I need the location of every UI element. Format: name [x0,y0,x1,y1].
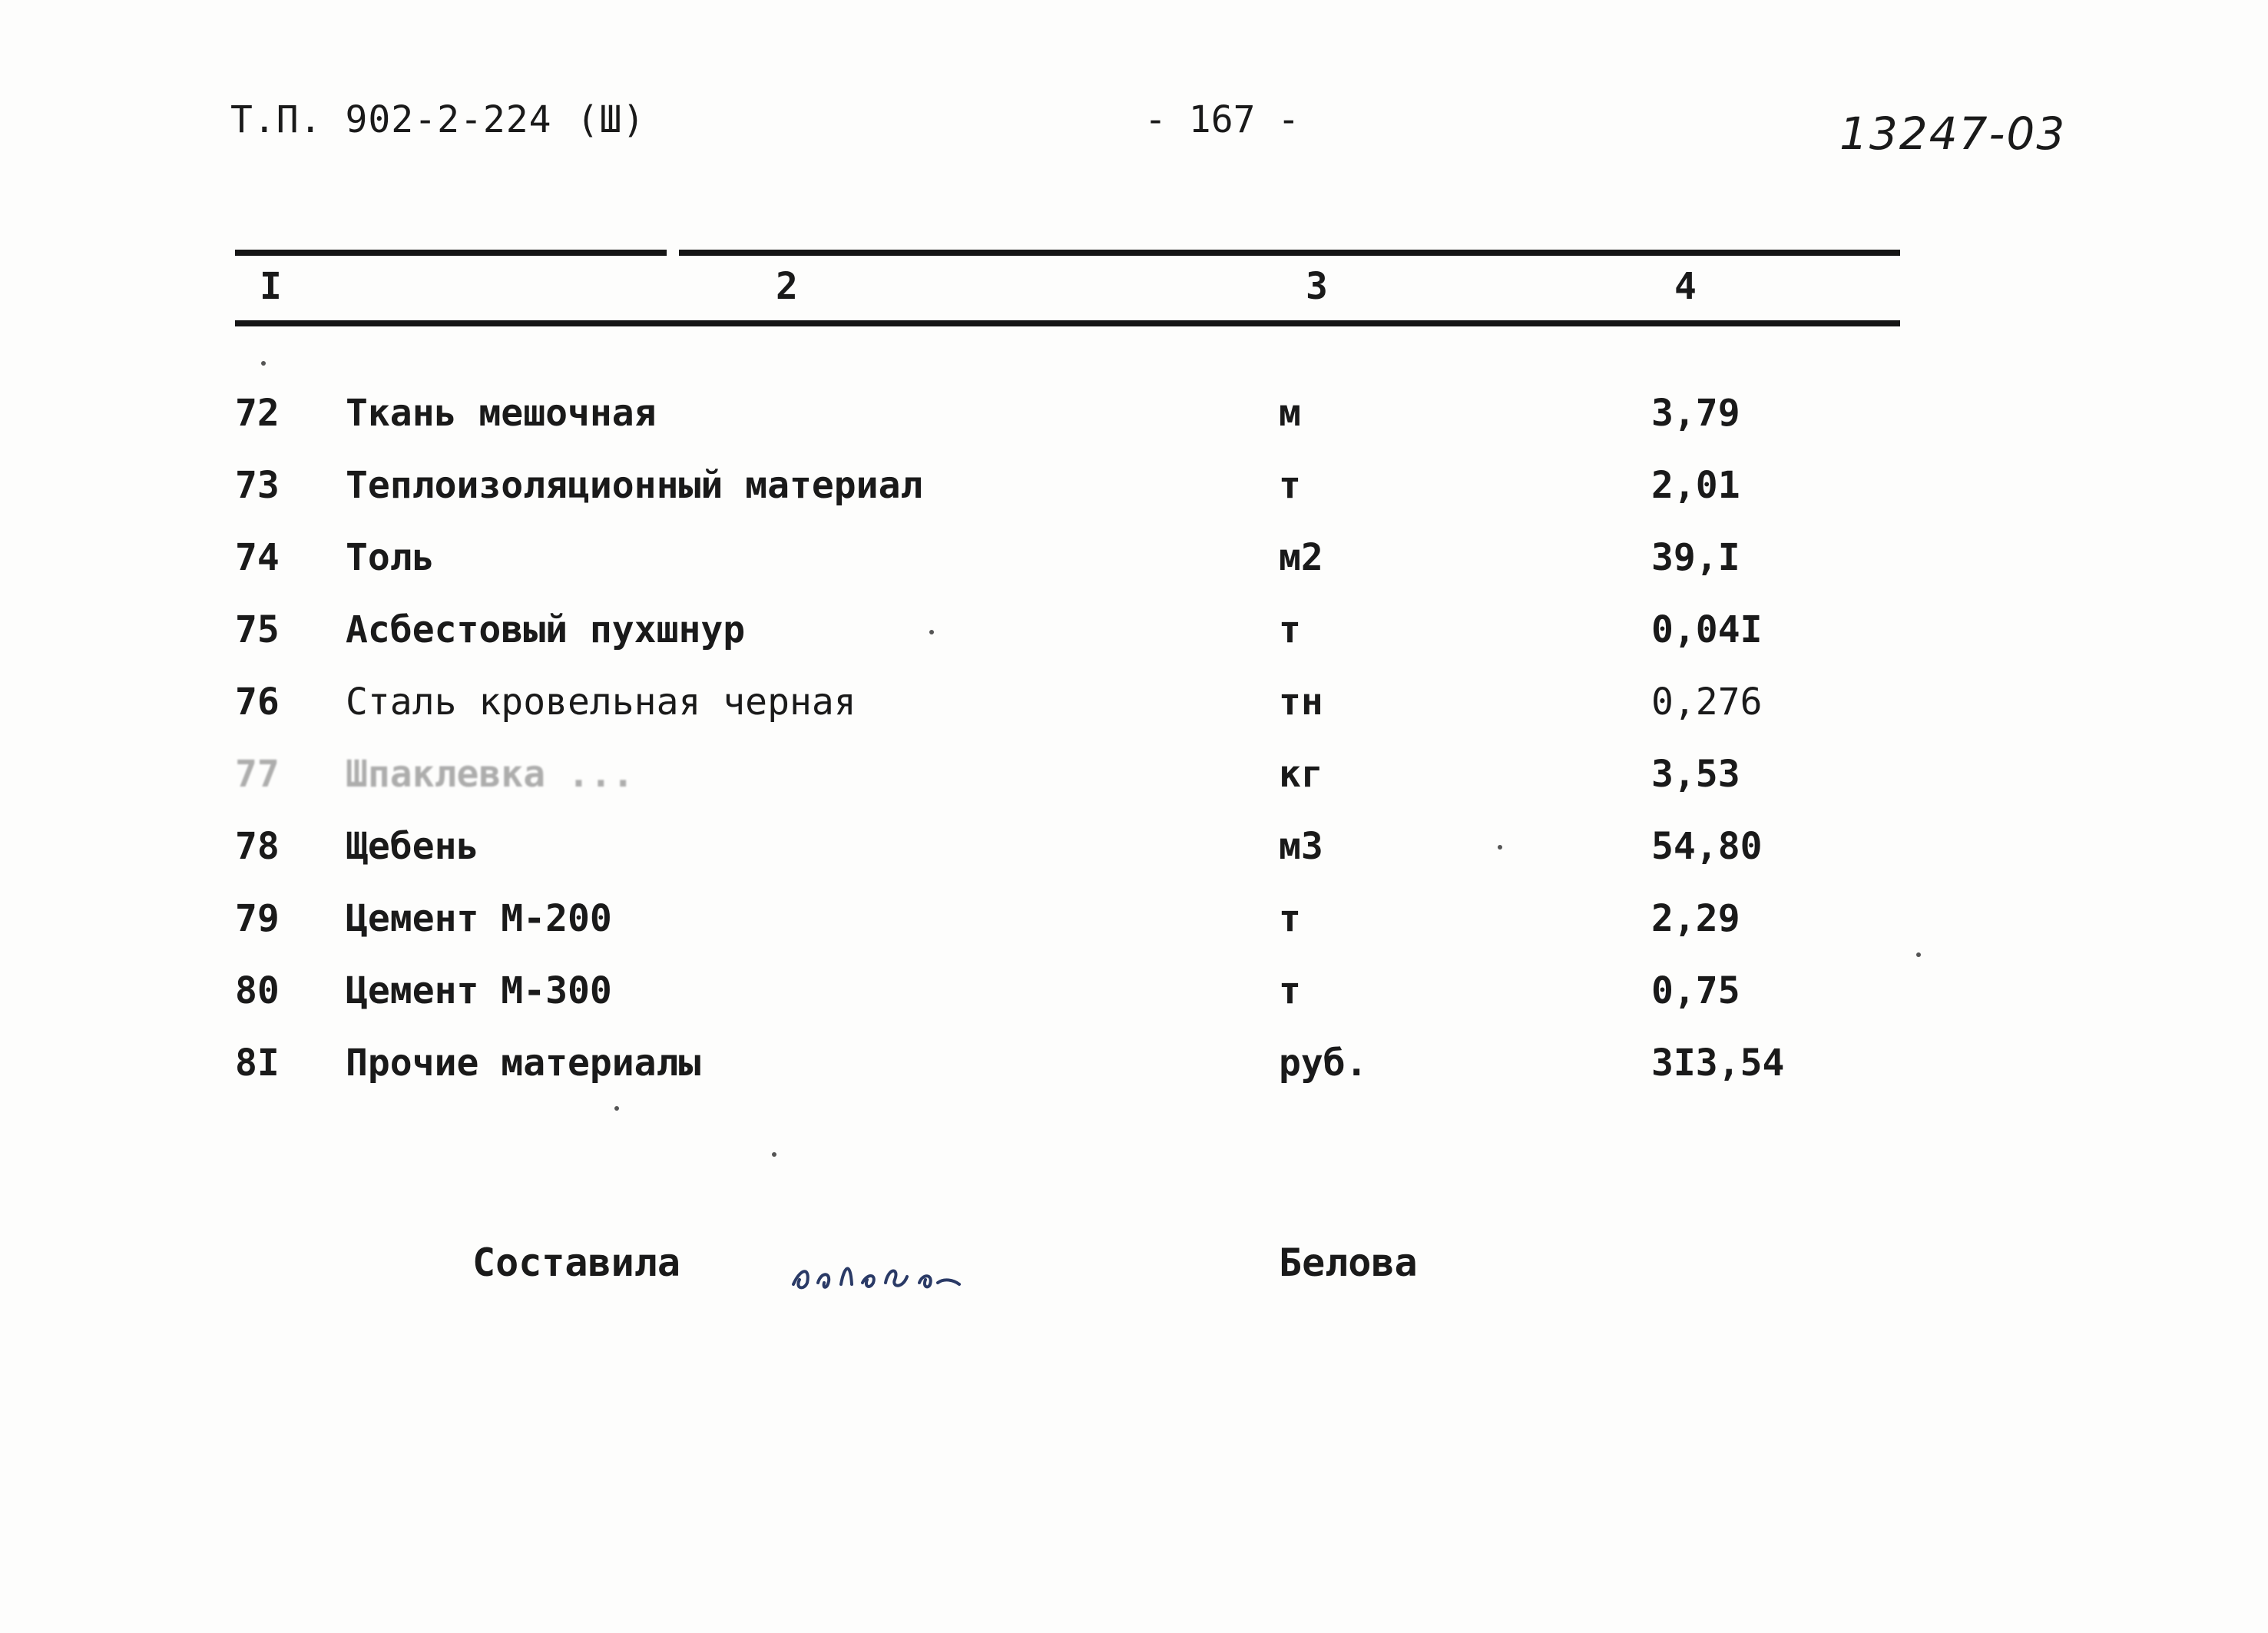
quantity: 0,04I [1651,608,1763,651]
column-number-3: 3 [1306,265,1328,308]
row-number: 78 [235,825,280,868]
archive-number: 13247-03 [1839,108,2067,160]
quantity: 2,01 [1651,464,1740,507]
quantity: 3I3,54 [1651,1042,1785,1085]
table-row [0,825,2268,886]
row-number: 73 [235,464,280,507]
material-name: Толь [346,536,435,579]
scan-speck [261,361,266,366]
table-top-rule-left [235,250,667,256]
quantity: 0,75 [1651,969,1740,1012]
table-row [0,897,2268,959]
table-row [0,464,2268,525]
scan-speck [1916,952,1921,957]
quantity: 3,53 [1651,753,1740,796]
scan-speck [929,630,934,634]
row-number: 75 [235,608,280,651]
column-number-2: 2 [776,265,798,308]
material-name: Цемент М-200 [346,897,612,940]
row-number: 80 [235,969,280,1012]
unit: т [1279,969,1301,1012]
unit: т [1279,464,1301,507]
material-name: Щебень [346,825,479,868]
material-name: Теплоизоляционный материал [346,464,923,507]
row-number: 79 [235,897,280,940]
quantity: 54,80 [1651,825,1763,868]
unit: кг [1279,753,1323,796]
unit: м [1279,392,1301,435]
quantity: 39,I [1651,536,1740,579]
row-number: 77 [235,753,280,796]
document-reference [230,98,645,141]
material-name: Ткань мешочная [346,392,657,435]
table-row [0,1042,2268,1103]
compiled-by-name: Белова [1279,1240,1418,1285]
table-row [0,536,2268,598]
material-name: Шпаклевка ... [346,753,634,796]
scan-speck [1498,845,1502,850]
doc-series: (Ш) [576,98,646,141]
row-number: 8I [235,1042,280,1085]
material-name: Асбестовый пухшнур [346,608,746,651]
row-number: 74 [235,536,280,579]
unit: м2 [1279,536,1323,579]
material-name: Прочие материалы [346,1042,701,1085]
table-row [0,608,2268,670]
table-header-bottom-rule [235,320,1900,326]
row-number: 76 [235,681,280,724]
unit: т [1279,897,1301,940]
table-row [0,681,2268,742]
table-row [0,969,2268,1031]
unit: т [1279,608,1301,651]
column-number-1: I [260,265,282,308]
page-number: - 167 - [1144,98,1300,141]
compiled-by-label: Составила [472,1240,680,1285]
table-row [0,392,2268,453]
unit: тн [1279,681,1323,724]
handwritten-signature [787,1244,987,1298]
scan-speck [614,1106,619,1111]
material-name: Сталь кровельная черная [346,681,856,724]
quantity: 0,276 [1651,681,1763,724]
column-number-4: 4 [1674,265,1697,308]
quantity: 3,79 [1651,392,1740,435]
unit: м3 [1279,825,1323,868]
table-top-rule-right [679,250,1900,256]
unit: руб. [1279,1042,1368,1085]
row-number: 72 [235,392,280,435]
table-row [0,753,2268,814]
doc-ref: Т.П. 902-2-224 [230,98,552,141]
material-name: Цемент М-300 [346,969,612,1012]
quantity: 2,29 [1651,897,1740,940]
scan-speck [772,1152,776,1157]
